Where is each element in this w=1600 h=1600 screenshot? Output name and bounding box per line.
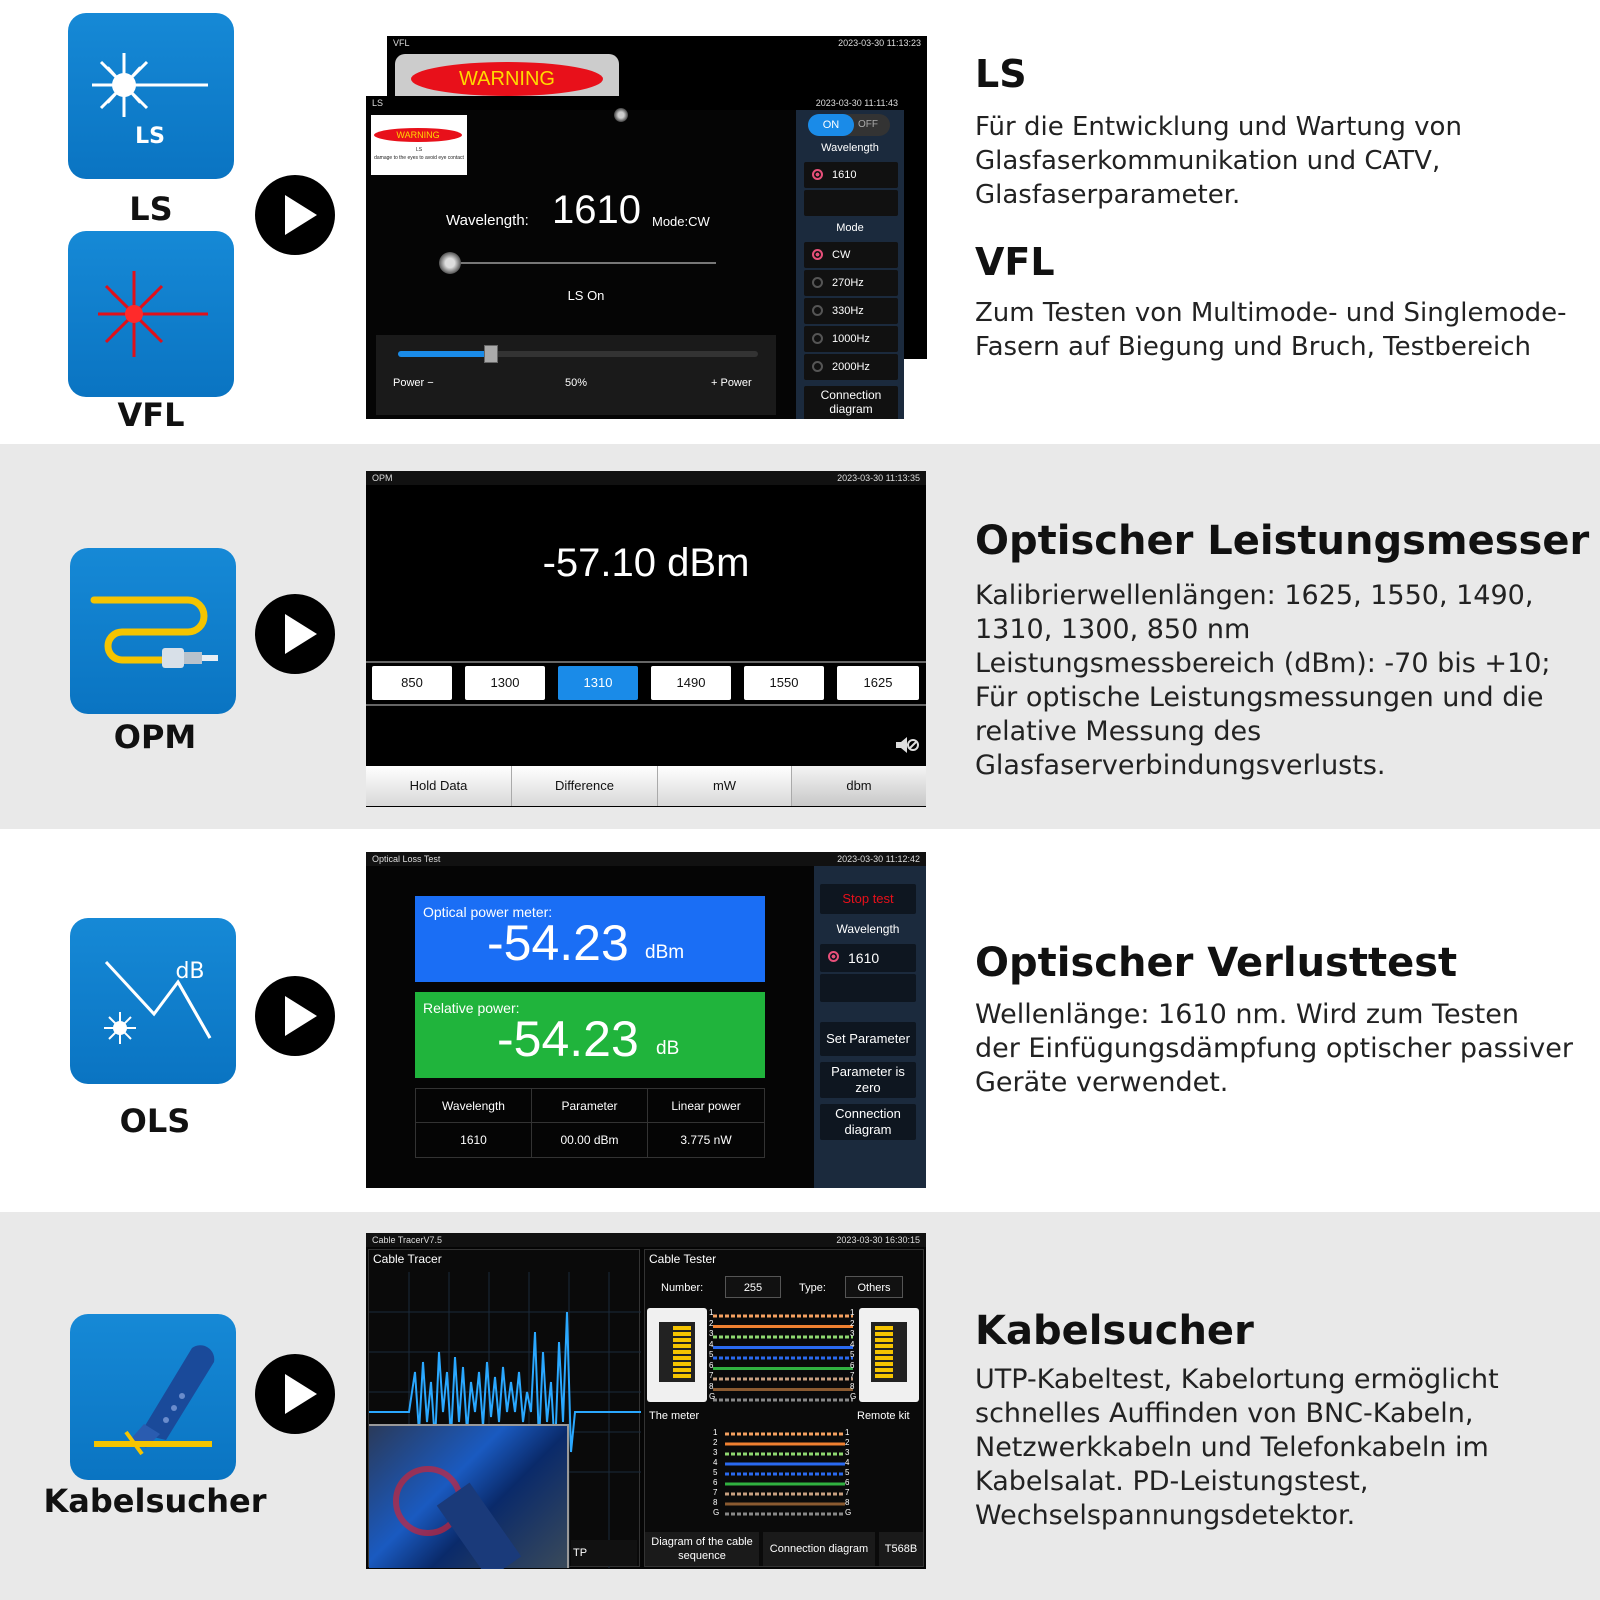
hold-data-button[interactable]: Hold Data <box>366 766 512 806</box>
ls-title: LS <box>975 52 1027 96</box>
ols-caption: OLS <box>119 1102 191 1140</box>
ols-opm-label: Optical power meter: <box>423 904 553 920</box>
pin-number: 8 <box>709 1381 714 1391</box>
vfl-title: VFL <box>975 240 1055 284</box>
cable-caption: Kabelsucher <box>43 1482 267 1520</box>
rj45-meter-icon <box>647 1308 707 1402</box>
wavelength-button-850[interactable]: 850 <box>372 666 452 700</box>
button-line: Diagram of the cable <box>651 1536 753 1548</box>
vfl-app-title: VFL <box>393 38 410 48</box>
radio-icon <box>812 277 823 288</box>
ols-info-table <box>415 1088 765 1158</box>
pin-number: 1 <box>850 1308 855 1317</box>
pin-number: 5 <box>713 1468 718 1477</box>
mode-option-330hz[interactable] <box>804 298 898 324</box>
ls-warning-card <box>371 115 467 175</box>
play-icon[interactable] <box>255 594 335 674</box>
ls-time: 2023-03-30 11:11:43 <box>815 98 898 108</box>
opm-app-title: OPM <box>372 473 393 483</box>
wavelength-button-1300[interactable]: 1300 <box>465 666 545 700</box>
radio-selected-icon <box>812 169 823 180</box>
ls-wavelength-label: Wavelength: <box>446 212 529 229</box>
ols-opm-value: -54.23 <box>487 915 629 971</box>
pin-number: 2 <box>709 1318 714 1328</box>
cable-description-line: Wechselspannungsdetektor. <box>975 1500 1356 1531</box>
ols-relative-power-panel <box>415 992 765 1078</box>
ols-description-line: Wellenlänge: 1610 nm. Wird zum Testen <box>975 999 1519 1030</box>
t568b-button[interactable]: T568B <box>879 1532 923 1566</box>
cable-time: 2023-03-30 16:30:15 <box>836 1235 920 1245</box>
pin-number: 4 <box>713 1458 718 1467</box>
type-label: Type: <box>799 1282 826 1294</box>
ls-power-knob[interactable] <box>484 345 498 363</box>
ls-description-line: Glasfaserkommunikation und CATV, <box>975 146 1441 176</box>
ls-screen <box>366 96 904 419</box>
rj45-remote-icon <box>859 1308 919 1402</box>
mode-label: CW <box>832 249 851 261</box>
pin-number: 7 <box>713 1488 718 1497</box>
ls-on-off-toggle[interactable] <box>808 114 890 136</box>
ols-power-meter-panel <box>415 896 765 982</box>
pin-number: 4 <box>845 1458 850 1467</box>
button-line: diagram <box>844 1122 892 1137</box>
pin-number: 8 <box>850 1381 855 1391</box>
ls-wavelength-option[interactable] <box>804 162 898 188</box>
ls-icon-label: LS <box>135 124 165 149</box>
pin-number: 3 <box>850 1329 855 1338</box>
pin-number: 2 <box>713 1438 718 1447</box>
pin-number: 7 <box>850 1371 855 1380</box>
vfl-caption: VFL <box>117 396 185 434</box>
opm-time: 2023-03-30 11:13:35 <box>837 473 920 483</box>
button-line: sequence <box>678 1550 726 1562</box>
tp-label: TP <box>571 1540 637 1566</box>
opm-description-line: relative Messung des <box>975 716 1262 747</box>
cable-title: Kabelsucher <box>975 1308 1254 1354</box>
cable-description-line: UTP-Kabeltest, Kabelortung ermöglicht <box>975 1364 1499 1395</box>
table-cell: 3.775 nW <box>680 1133 732 1147</box>
mode-label: 1000Hz <box>832 333 870 345</box>
ls-wavelength-empty-slot <box>804 190 898 216</box>
opm-caption: OPM <box>113 718 197 756</box>
ols-title: Optischer Verlusttest <box>975 940 1458 986</box>
vfl-time: 2023-03-30 11:13:23 <box>838 38 921 48</box>
mw-button[interactable]: mW <box>658 766 792 806</box>
ls-status: LS On <box>567 288 605 303</box>
ols-rel-value: -54.23 <box>497 1011 639 1067</box>
radio-icon <box>812 305 823 316</box>
ols-side-panel <box>814 866 926 1188</box>
ls-power-percent: 50% <box>564 377 588 389</box>
ls-power-panel <box>376 335 776 415</box>
cable-sequence-diagram-button[interactable] <box>645 1532 759 1566</box>
opm-divider <box>366 661 926 663</box>
play-icon[interactable] <box>255 175 335 255</box>
ls-sparkle-icon <box>614 108 628 122</box>
pin-number: 3 <box>845 1448 850 1457</box>
pin-number: 1 <box>709 1308 714 1317</box>
pin-number: 5 <box>850 1350 855 1359</box>
mode-option-270hz[interactable] <box>804 270 898 296</box>
button-line: Connection <box>835 1106 901 1121</box>
difference-button[interactable]: Difference <box>512 766 658 806</box>
table-header: Parameter <box>532 1089 648 1123</box>
ls-connection-diagram-button[interactable] <box>804 386 898 419</box>
pin-number: 2 <box>845 1438 850 1447</box>
opm-description-line: Kalibrierwellenlängen: 1625, 1550, 1490, <box>975 580 1534 611</box>
pin-number: 8 <box>713 1498 718 1507</box>
pin-number: 3 <box>713 1448 718 1457</box>
diagram-label: diagram <box>829 402 873 416</box>
ols-screen <box>366 852 926 1188</box>
number-field[interactable]: 255 <box>725 1276 781 1298</box>
ls-warning-small: LS <box>415 147 423 153</box>
vfl-description-line: Fasern auf Biegung und Bruch, Testbereich <box>975 332 1531 362</box>
opm-description-line: Für optische Leistungsmessungen und die <box>975 682 1544 713</box>
wavelength-button-1310[interactable]: 1310 <box>558 666 638 700</box>
mode-option-2000hz[interactable] <box>804 354 898 380</box>
pin-number: G <box>845 1508 852 1517</box>
vfl-laser-icon <box>68 231 234 397</box>
opm-description-line: 1310, 1300, 850 nm <box>975 614 1251 645</box>
ls-side-wavelength-heading: Wavelength <box>821 142 879 154</box>
ls-side-panel <box>796 110 904 419</box>
play-icon[interactable] <box>255 976 335 1056</box>
pin-number: G <box>709 1392 716 1401</box>
wavelength-button-1490[interactable]: 1490 <box>651 666 731 700</box>
ls-description-line: Für die Entwicklung und Wartung von <box>975 112 1462 142</box>
pin-number: 4 <box>709 1339 714 1349</box>
ls-mode-label: Mode:CW <box>652 214 710 229</box>
play-icon[interactable] <box>255 1354 335 1434</box>
pin-number: G <box>850 1392 857 1401</box>
opm-title: Optischer Leistungsmesser <box>975 518 1590 564</box>
cable-description <box>975 1363 1499 1533</box>
wavelength-button-1625[interactable]: 1625 <box>837 666 919 700</box>
ls-power-fill <box>398 351 492 357</box>
ls-description <box>975 110 1462 212</box>
ols-side-wavelength-heading: Wavelength <box>836 922 900 936</box>
vfl-description-line: Zum Testen von Multimode- und Singlemode- <box>975 298 1567 328</box>
cable-description-line: Kabelsalat. PD-Leistungstest, <box>975 1466 1369 1497</box>
type-field[interactable]: Others <box>845 1276 903 1298</box>
power-plus-button[interactable]: + Power <box>711 377 752 389</box>
ls-wavelength-option-label: 1610 <box>832 169 857 181</box>
pin-number: 7 <box>709 1371 714 1380</box>
ols-description <box>975 998 1573 1100</box>
button-line: zero <box>855 1080 881 1095</box>
mode-label: 270Hz <box>832 277 864 289</box>
wiremap-lower <box>721 1428 852 1522</box>
radio-icon <box>812 333 823 344</box>
parameter-zero-button[interactable] <box>820 1062 916 1098</box>
pin-number: 3 <box>709 1329 714 1338</box>
radio-selected-icon <box>828 951 839 962</box>
ls-description-line: Glasfaserparameter. <box>975 180 1241 210</box>
opm-divider <box>366 704 926 706</box>
opm-wavelength-row <box>372 666 920 700</box>
opm-tab-bar <box>366 766 926 807</box>
ols-description-line: Geräte verwendet. <box>975 1067 1229 1098</box>
pin-number: 1 <box>845 1428 850 1437</box>
ls-warning-badge: WARNING <box>374 128 462 142</box>
mode-option-1000hz[interactable] <box>804 326 898 352</box>
ls-laser-icon <box>68 13 234 179</box>
ols-wavelength-option-label: 1610 <box>848 950 880 966</box>
ls-beam-line <box>446 262 716 264</box>
ols-time: 2023-03-30 11:12:42 <box>837 854 920 864</box>
ols-rel-unit: dB <box>656 1038 680 1059</box>
table-cell: 1610 <box>416 1123 532 1157</box>
cable-screen <box>366 1233 926 1569</box>
ols-description-line: der Einfügungsdämpfung optischer passiver <box>975 1033 1573 1064</box>
ls-wavelength-value: 1610 <box>552 188 641 232</box>
pin-number: 6 <box>713 1478 718 1487</box>
mode-label: 2000Hz <box>832 361 870 373</box>
stop-test-button[interactable]: Stop test <box>820 884 916 914</box>
ols-loss-icon <box>70 918 236 1084</box>
opm-description-line: Leistungsmessbereich (dBm): -70 bis +10; <box>975 648 1551 679</box>
cable-tracer-icon <box>70 1314 236 1480</box>
mode-option-cw[interactable] <box>804 242 898 268</box>
pin-number: 5 <box>709 1350 714 1359</box>
ols-wavelength-empty-slot <box>820 974 916 1002</box>
pin-number: 1 <box>713 1428 718 1437</box>
table-header: Wavelength <box>416 1089 532 1123</box>
cable-description-line: schnelles Auffinden von BNC-Kabeln, <box>975 1398 1474 1429</box>
number-label: Number: <box>661 1282 704 1294</box>
ls-power-slider[interactable] <box>398 351 758 357</box>
wavelength-button-1550[interactable]: 1550 <box>744 666 824 700</box>
pin-number: 6 <box>709 1360 714 1370</box>
ols-rel-label: Relative power: <box>423 1000 520 1016</box>
vfl-warning-badge: WARNING <box>411 62 603 96</box>
connection-label: Connection <box>820 388 882 402</box>
cable-app-title: Cable TracerV7.5 <box>372 1235 443 1245</box>
ols-icon-label: dB <box>175 959 205 984</box>
opm-description-line: Glasfaserverbindungsverlusts. <box>975 750 1386 781</box>
pin-number: 2 <box>850 1318 855 1328</box>
set-parameter-button[interactable]: Set Parameter <box>820 1022 916 1056</box>
table-header: Linear power <box>648 1089 764 1123</box>
ols-connection-diagram-button[interactable] <box>820 1104 916 1140</box>
pin-number: 4 <box>850 1339 855 1349</box>
opm-fiber-icon <box>70 548 236 714</box>
pin-number: 6 <box>845 1478 850 1487</box>
tab-cable-tester[interactable]: Cable Tester <box>649 1252 717 1266</box>
opm-screen <box>366 471 926 807</box>
cable-connection-diagram-button[interactable]: Connection diagram <box>763 1532 875 1566</box>
dbm-button[interactable]: dbm <box>792 766 926 806</box>
radio-icon <box>812 361 823 372</box>
pin-number: 7 <box>845 1488 850 1497</box>
pin-number: 6 <box>850 1360 855 1370</box>
cable-tester-pane <box>644 1249 924 1567</box>
power-minus-button[interactable]: Power − <box>393 377 434 389</box>
toggle-off-label: OFF <box>858 119 878 130</box>
pin-number: 5 <box>845 1468 850 1477</box>
ls-emitter-icon <box>439 252 461 274</box>
speaker-muted-icon[interactable] <box>894 735 920 755</box>
ols-opm-unit: dBm <box>645 942 685 963</box>
wiremap-upper <box>709 1310 857 1410</box>
ls-side-mode-heading: Mode <box>836 222 864 234</box>
ols-wavelength-option[interactable] <box>820 944 916 972</box>
ls-app-title: LS <box>372 98 384 108</box>
cable-tracer-pane <box>368 1249 640 1567</box>
cable-description-line: Netzwerkkabeln und Telefonkabeln im <box>975 1432 1489 1463</box>
meter-label: The meter <box>649 1410 700 1422</box>
remote-label: Remote kit <box>857 1410 910 1422</box>
vfl-description <box>975 296 1567 364</box>
table-cell: 00.00 dBm <box>532 1123 648 1157</box>
toggle-on-label: ON <box>808 114 854 136</box>
opm-description <box>975 579 1550 783</box>
pin-number: G <box>713 1508 720 1517</box>
ls-warning-note: damage to the eyes to avoid eye contact <box>374 155 464 161</box>
tab-cable-tracer[interactable]: Cable Tracer <box>373 1252 442 1266</box>
pin-number: 8 <box>845 1498 850 1507</box>
radio-selected-icon <box>812 249 823 260</box>
button-line: Parameter is <box>831 1064 905 1079</box>
opm-reading: -57.10 dBm <box>542 541 750 585</box>
tracer-photo <box>369 1424 569 1568</box>
mode-label: 330Hz <box>832 305 864 317</box>
ols-app-title: Optical Loss Test <box>372 854 441 864</box>
ls-caption: LS <box>129 190 173 228</box>
